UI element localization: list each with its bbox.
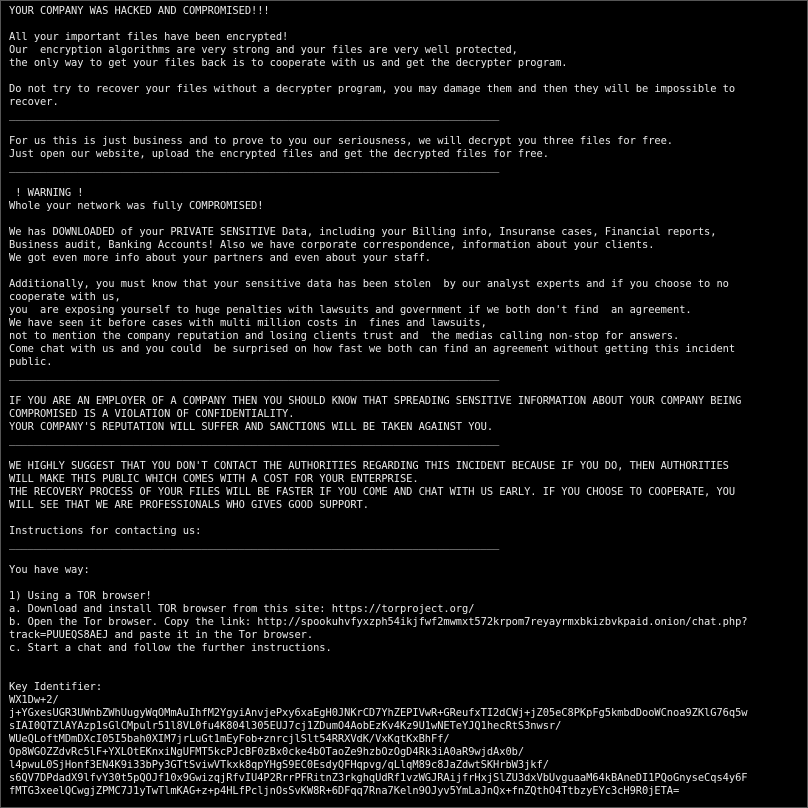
- note-text-line: Op8WGOZZdvRc5lF+YXLOtEKnxiNgUFMT5kcPJcBF0zBx0cke4bOTaoZe9hzbOzOgD4Rk3iA0aR9wjdAx0b/: [9, 746, 525, 758]
- note-text-line: THE RECOVERY PROCESS OF YOUR FILES WILL BE FASTER IF YOU COME AND CHAT WITH US EARLY. IF YOU CHOOSE TO COOPERATE, YOU: [9, 486, 736, 498]
- blank-line: [9, 551, 807, 564]
- blank-line: [9, 577, 807, 590]
- note-text-line: Business audit, Banking Accounts! Also we have corporate correspondence, information about your clients.: [9, 239, 655, 251]
- note-text-line: WE HIGHLY SUGGEST THAT YOU DON'T CONTACT THE AUTHORITIES REGARDING THIS INCIDENT BECAUSE IF YOU DO, THEN AUTHORITIES: [9, 460, 729, 472]
- note-text-line: b. Open the Tor browser. Copy the link: http://spookuhvfyxzph54ikjfwf2mwmxt572krpom7reyayrmxbkizbvkpaid.onion/chat.php?: [9, 616, 748, 628]
- note-text-line: Do not try to recover your files without a decrypter program, you may damage them and then they will be impossible to: [9, 83, 736, 95]
- note-text-line: Just open our website, upload the encrypted files and get the decrypted files for free.: [9, 148, 549, 160]
- note-text-line: c. Start a chat and follow the further instructions.: [9, 642, 332, 654]
- note-text-line: WUeQLoftMDmDXcI05I5bah0XIM7jrLuGt1mEyFob+znrcjlSlt54RRXVdK/VxKqtKxBhFf/: [9, 733, 450, 745]
- blank-line: [9, 174, 807, 187]
- separator-line: _______________________________________________________________________________: [9, 369, 500, 381]
- blank-line: [9, 382, 807, 395]
- note-text-line: Additionally, you must know that your sensitive data has been stolen by our analyst experts and if you choose to no: [9, 278, 729, 290]
- note-text-line: 1) Using a TOR browser!: [9, 590, 152, 602]
- note-text-line: Key Identifier:: [9, 681, 103, 693]
- note-text-line: recover.: [9, 96, 59, 108]
- note-text-line: the only way to get your files back is to cooperate with us and get the decrypter program.: [9, 57, 568, 69]
- separator-line: _______________________________________________________________________________: [9, 161, 500, 173]
- blank-line: [9, 655, 807, 668]
- note-text-line: Our encryption algorithms are very strong and your files are very well protected,: [9, 44, 518, 56]
- note-text-line: a. Download and install TOR browser from this site: https://torproject.org/: [9, 603, 475, 615]
- note-text-line: Whole your network was fully COMPROMISED!: [9, 200, 264, 212]
- note-text-line: j+YGxesUGR3UWnbZWhUugyWqOMmAuIhfM2YgyiAnvjePxy6xaEgH0JNKrCD7YhZEPIVwR+GReufxTI2dCWj+jZ05eC8PKpFg5kmbdDooWCnoa9ZKlG76q5w: [9, 707, 748, 719]
- note-text-line: For us this is just business and to prove to you our seriousness, we will decrypt you three files for free.: [9, 135, 674, 147]
- separator-line: _______________________________________________________________________________: [9, 434, 500, 446]
- note-text-line: We have seen it before cases with multi million costs in fines and lawsuits,: [9, 317, 487, 329]
- blank-line: [9, 122, 807, 135]
- blank-line: [9, 512, 807, 525]
- note-text-line: All your important files have been encrypted!: [9, 31, 289, 43]
- blank-line: [9, 447, 807, 460]
- separator-line: _______________________________________________________________________________: [9, 538, 500, 550]
- note-text-line: COMPROMISED IS A VIOLATION OF CONFIDENTIALITY.: [9, 408, 295, 420]
- note-text-line: sIAI0QTZlAYAzp1sGlCMpulr51l8VL0fu4K804l305EUJ7cj1ZDumO4AobEzKv4Kz9U1wNETeYJQ1hecRtS3nwsr/: [9, 720, 562, 732]
- note-text-line: public.: [9, 356, 53, 368]
- note-text-line: not to mention the company reputation and losing clients trust and the medias calling non-stop for answers.: [9, 330, 680, 342]
- note-text-line: You have way:: [9, 564, 90, 576]
- separator-line: _______________________________________________________________________________: [9, 109, 500, 121]
- note-text-line: fMTG3xeelQCwgjZPMC7J1yTwTlmKAG+z+p4HLfPcljnOsSvKW8R+6DFqq7Rna7Keln9OJyv5YmLaJnQx+fnZQthO4TtbzyEYc3cH9R0jETA=: [9, 785, 680, 797]
- note-text-line: ! WARNING !: [9, 187, 84, 199]
- note-text-line: IF YOU ARE AN EMPLOYER OF A COMPANY THEN YOU SHOULD KNOW THAT SPREADING SENSITIVE INFORMATION ABOUT YOUR COMPANY BEING: [9, 395, 742, 407]
- blank-line: [9, 70, 807, 83]
- note-text-line: l4pwuL0SjHonf3EN4K9i33bPy3GTtSviwVTkxk8qpYHgS9EC0EsdyQFHqpvg/qLlqM89c8JaZdwtSKHrbW3jkf/: [9, 759, 549, 771]
- blank-line: [9, 18, 807, 31]
- note-text-line: We got even more info about your partners and even about your staff.: [9, 252, 431, 264]
- note-text-line: WILL MAKE THIS PUBLIC WHICH COMES WITH A COST FOR YOUR ENTERPRISE.: [9, 473, 419, 485]
- blank-line: [9, 668, 807, 681]
- note-text-line: YOUR COMPANY WAS HACKED AND COMPROMISED!!!: [9, 5, 270, 17]
- note-text-line: track=PUUEQS8AEJ and paste it in the Tor browser.: [9, 629, 314, 641]
- note-text-line: We has DOWNLOADED of your PRIVATE SENSITIVE Data, including your Billing info, Insuranse cases, Financial reports,: [9, 226, 717, 238]
- note-text-line: Come chat with us and you could be surprised on how fast we both can find an agreement without getting this incident: [9, 343, 736, 355]
- note-text-line: you are exposing yourself to huge penalties with lawsuits and government if we both don't find an agreement.: [9, 304, 692, 316]
- note-text-line: YOUR COMPANY'S REPUTATION WILL SUFFER AND SANCTIONS WILL BE TAKEN AGAINST YOU.: [9, 421, 494, 433]
- note-text-line: cooperate with us,: [9, 291, 121, 303]
- note-text-line: Instructions for contacting us:: [9, 525, 202, 537]
- blank-line: [9, 265, 807, 278]
- blank-line: [9, 213, 807, 226]
- note-text-line: WILL SEE THAT WE ARE PROFESSIONALS WHO GIVES GOOD SUPPORT.: [9, 499, 369, 511]
- note-text-line: WX1Dw+2/: [9, 694, 59, 706]
- note-text-line: s6QV7DPdadX9lfvY30t5pQOJf10x9GwizqjRfvIU4P2RrrPFRitnZ3rkghqUdRf1vzWGJRAijfrHxjSlZU3dxVbUvguaaM64kBAneDI1PQoGnyseCqs4y6F: [9, 772, 748, 784]
